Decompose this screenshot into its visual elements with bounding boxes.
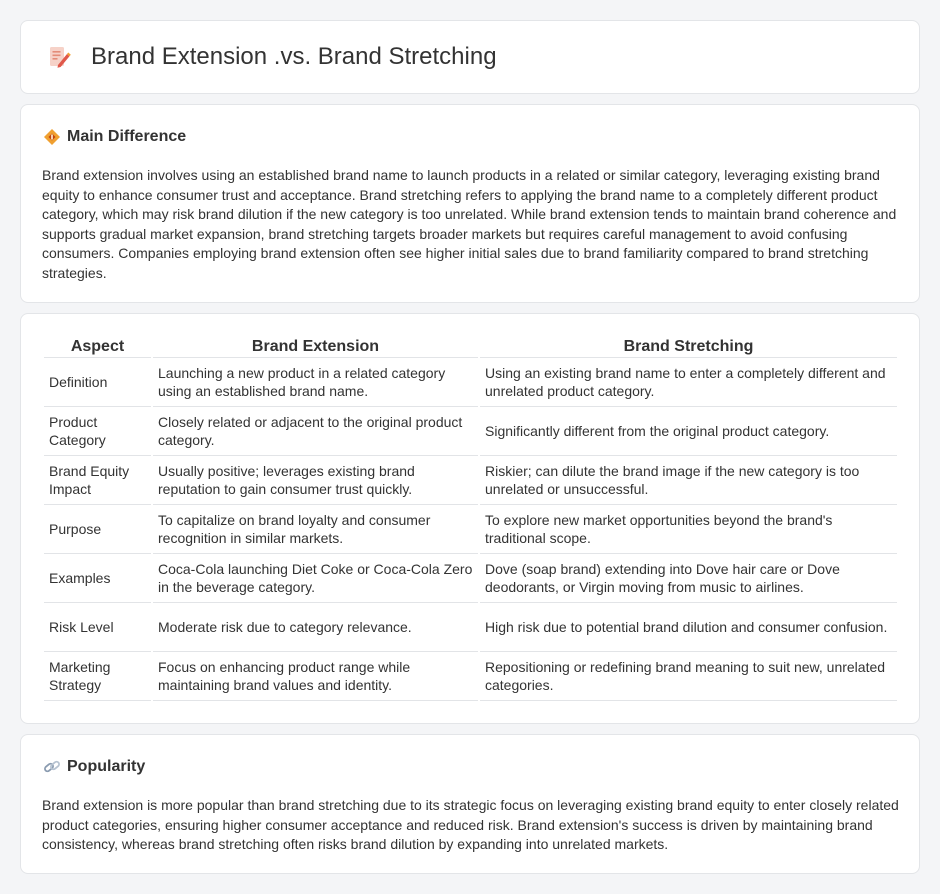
stretching-cell: Dove (soap brand) extending into Dove hair care or Dove deodorants, or Virgin moving from music to airlines. (480, 554, 897, 603)
main-difference-section (20, 104, 920, 303)
title-card (20, 20, 920, 94)
aspect-cell: Product Category (44, 407, 151, 456)
extension-cell: Moderate risk due to category relevance. (153, 603, 478, 652)
main-difference-text: Brand extension involves using an established brand name to launch products in a related or similar category, leveraging existing brand equity to enhance consumer trust and acceptance. Brand stretching refers to applying the brand name to a completely different product category, which may risk brand dilution if the new category is too unrelated. While brand extension tends to maintain brand coherence and supports gradual market expansion, brand stretching targets broader markets but requires careful management to avoid confusing consumers. Companies employing brand extension often see higher initial sales due to brand familiarity compared to brand stretching strategies. (42, 167, 897, 281)
table-row (44, 554, 897, 603)
table-row (44, 456, 897, 505)
aspect-cell: Risk Level (44, 603, 151, 652)
stretching-cell: Significantly different from the original product category. (480, 407, 897, 456)
document-edit-icon (47, 45, 71, 69)
table-row (44, 652, 897, 701)
aspect-cell: Definition (44, 358, 151, 407)
stretching-cell: High risk due to potential brand dilution and consumer confusion. (480, 603, 897, 652)
comparison-section (20, 313, 920, 724)
table-row (44, 358, 897, 407)
diamond-icon (43, 128, 61, 146)
stretching-cell: Using an existing brand name to enter a completely different and unrelated product category. (480, 358, 897, 407)
aspect-cell: Purpose (44, 505, 151, 554)
extension-cell: Focus on enhancing product range while maintaining brand values and identity. (153, 652, 478, 701)
page-title: Brand Extension .vs. Brand Stretching (91, 43, 497, 70)
aspect-cell: Brand Equity Impact (44, 456, 151, 505)
extension-cell: Usually positive; leverages existing brand reputation to gain consumer trust quickly. (153, 456, 478, 505)
popularity-heading: Popularity (67, 758, 146, 775)
popularity-text: Brand extension is more popular than brand stretching due to its strategic focus on leveraging existing brand equity to enter closely related product categories, ensuring higher consumer acceptance and reduced risk. Brand extension's success is driven by maintaining brand consistency, whereas brand stretching often risks brand dilution by expanding into unrelated markets. (42, 797, 899, 852)
aspect-cell: Examples (44, 554, 151, 603)
main-difference-heading: Main Difference (67, 128, 187, 145)
stretching-cell: To explore new market opportunities beyond the brand's traditional scope. (480, 505, 897, 554)
stretching-cell: Riskier; can dilute the brand image if the new category is too unrelated or unsuccessful. (480, 456, 897, 505)
extension-cell: Coca-Cola launching Diet Coke or Coca-Cola Zero in the beverage category. (153, 554, 478, 603)
stretching-cell: Repositioning or redefining brand meaning to suit new, unrelated categories. (480, 652, 897, 701)
popularity-section (20, 734, 920, 874)
column-header-brand-stretching: Brand Stretching (480, 336, 897, 358)
table-header-row (44, 336, 897, 358)
aspect-cell: Marketing Strategy (44, 652, 151, 701)
table-row (44, 603, 897, 652)
table-row (44, 505, 897, 554)
extension-cell: To capitalize on brand loyalty and consumer recognition in similar markets. (153, 505, 478, 554)
extension-cell: Closely related or adjacent to the original product category. (153, 407, 478, 456)
comparison-table (42, 336, 899, 701)
table-row (44, 407, 897, 456)
extension-cell: Launching a new product in a related category using an established brand name. (153, 358, 478, 407)
column-header-brand-extension: Brand Extension (153, 336, 478, 358)
link-icon (43, 758, 61, 776)
column-header-aspect: Aspect (44, 336, 151, 358)
